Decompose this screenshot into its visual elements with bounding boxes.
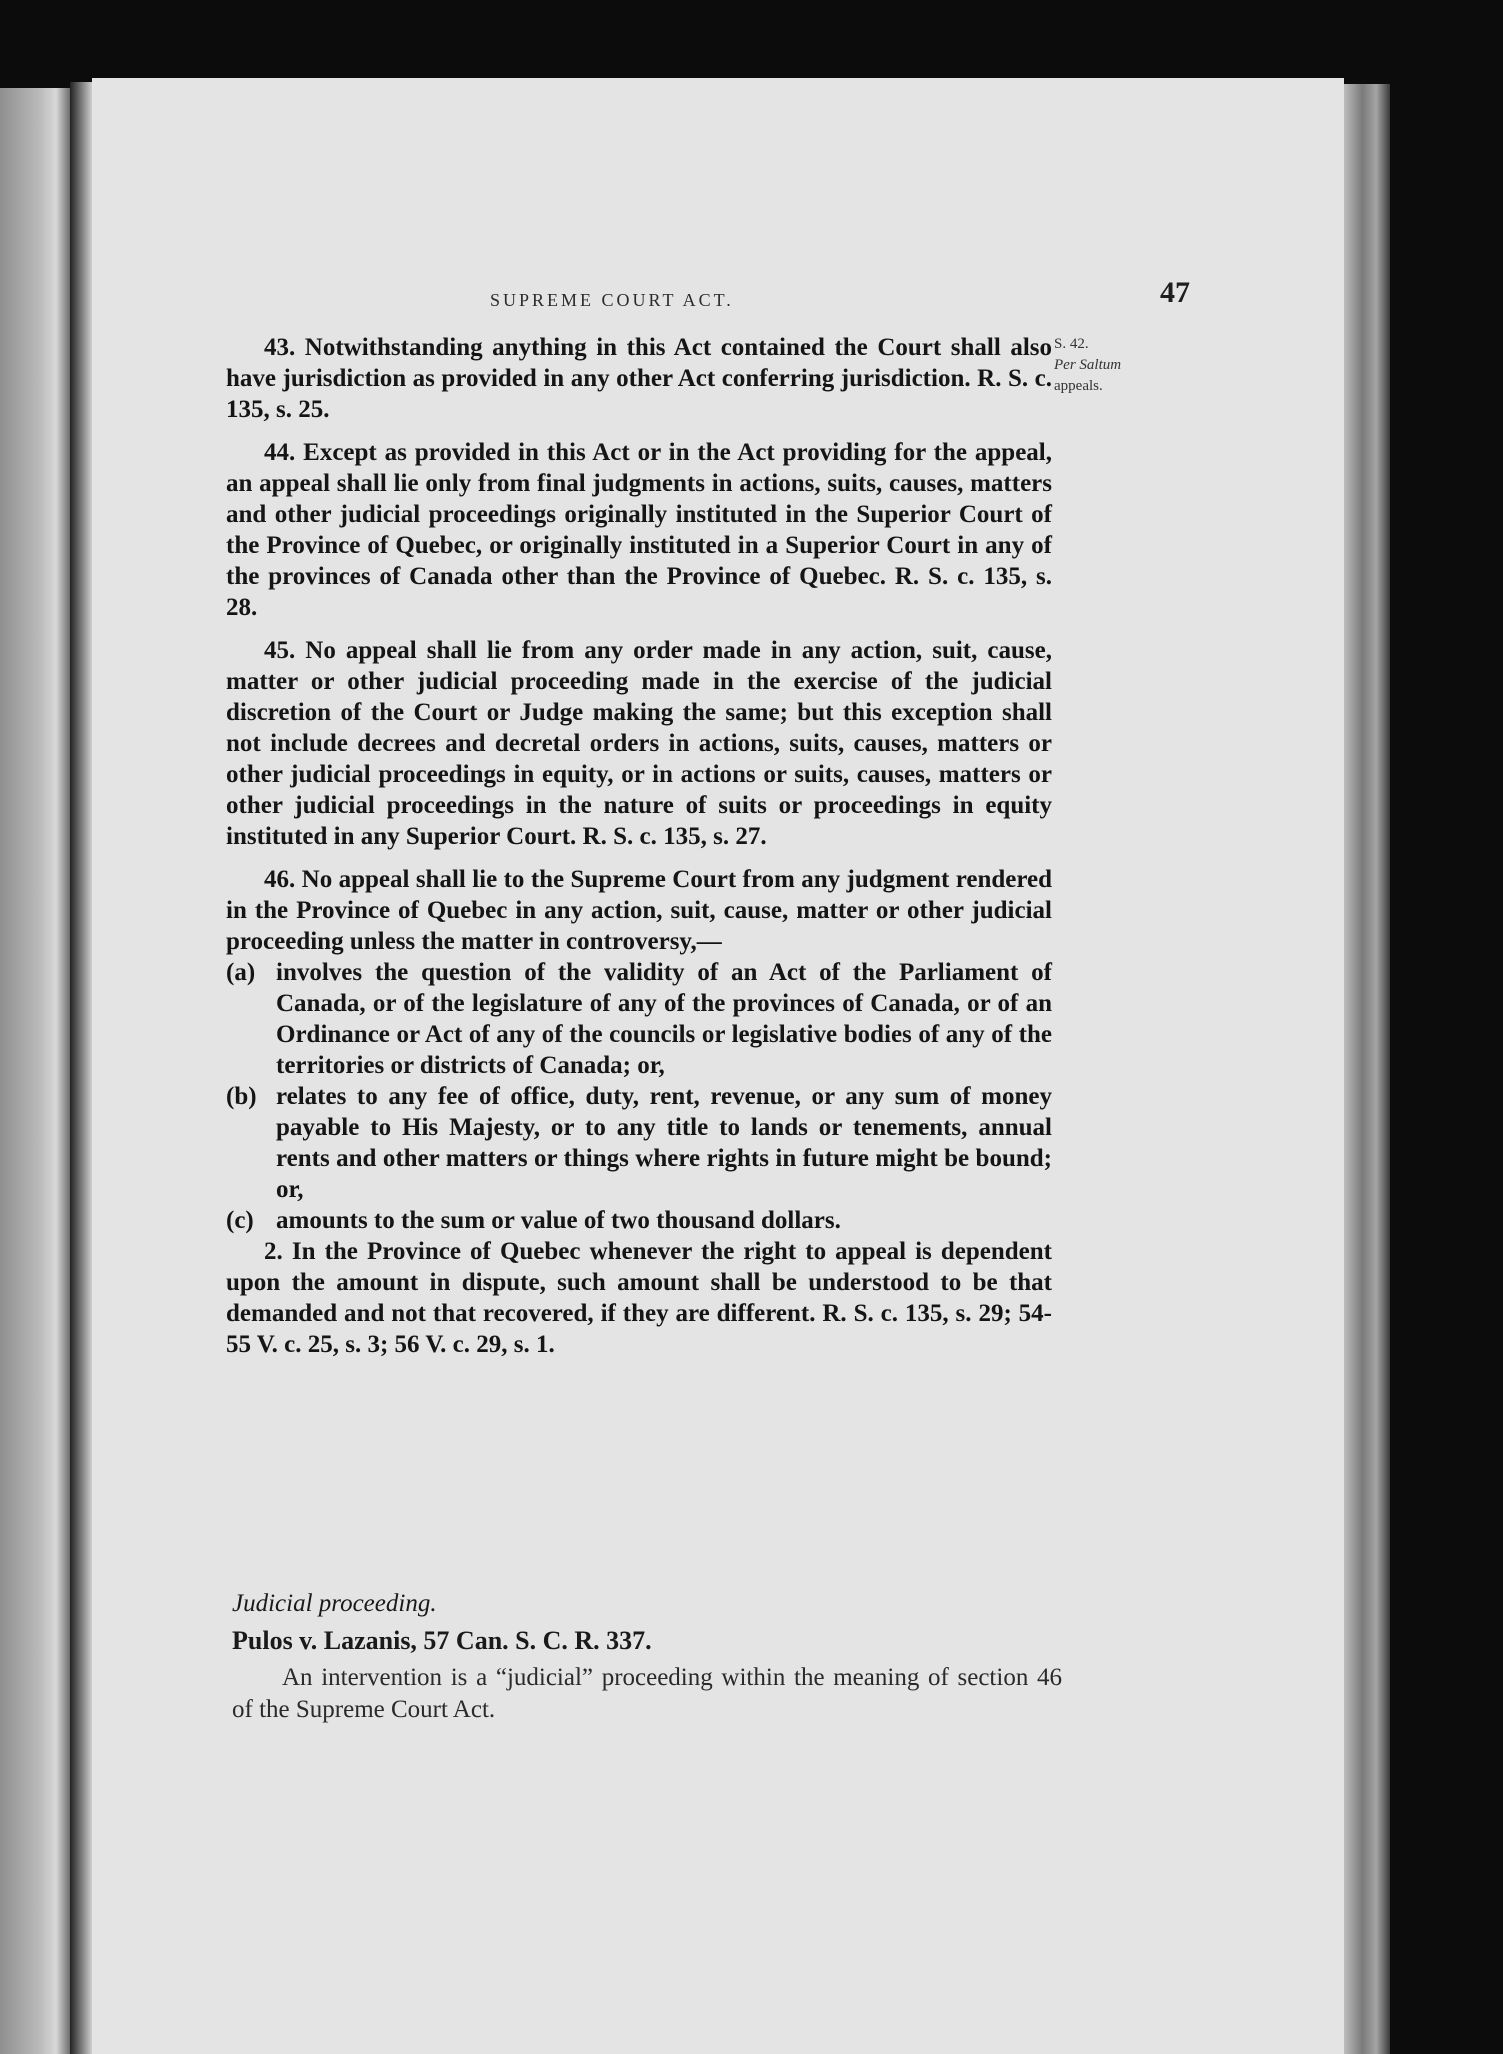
section-45: 45. No appeal shall lie from any order made in any action, suit, cause, matter or other judicial proceeding made in the exercise of the judicial discretion of the Court or Judge making the same; but this exception shall not include decrees and decretal orders in actions, suits, causes, matters or other judicial proceedings in equity, or in actions or suits, causes, matters or other judicial proceedings in the nature of suits or proceedings in equity instituted in any Superior Court. R. S. c. 135, s. 27. [226,637,1052,850]
margin-note-line: Per Saltum [1054,357,1122,373]
margin-note-line: S. 42. [1054,336,1089,352]
section-46-item-b [226,1081,1052,1205]
section-46-item-c [226,1205,1052,1236]
section-43: 43. Notwithstanding anything in this Act contained the Court shall also have jurisdiction as provided in any other Act conferring jurisdiction. R. S. c. 135, s. 25. [226,334,1052,423]
section-46-subsection-2: 2. In the Province of Quebec whenever the right to appeal is dependent upon the amount in dispute, such amount shall be understood to be that demanded and not that recovered, if they are different. R. S. c. 135, s. 29; 54-55 V. c. 25, s. 3; 56 V. c. 29, s. 1. [226,1238,1052,1358]
running-title: SUPREME COURT ACT. [490,290,734,310]
right-page-edge [1344,84,1390,2054]
item-label: (b) [226,1083,257,1110]
item-text: involves the question of the validity of an Act of the Parliament of Canada, or of the legislature of any of the provinces of Canada, or of an Ordinance or Act of any of the councils or legislative bodies of any of the territories or districts of Canada; or, [276,959,1052,1079]
item-label: (c) [226,1207,254,1234]
left-page-edge [0,88,70,2054]
item-label: (a) [226,959,256,986]
page-number: 47 [1160,276,1190,309]
margin-note [1054,334,1184,397]
item-text: relates to any fee of office, duty, rent, revenue, or any sum of money payable to His Majesty, or to any title to lands or tenements, annual rents and other matters or things where rights in future might be bound; or, [276,1083,1052,1203]
statute-text [226,332,1052,1372]
section-44: 44. Except as provided in this Act or in the Act providing for the appeal, an appeal shall lie only from final judgments in actions, suits, causes, matters and other judicial proceedings originally instituted in the Superior Court of the Province of Quebec, or originally instituted in a Superior Court in any of the provinces of Canada other than the Province of Quebec. R. S. c. 135, s. 28. [226,439,1052,621]
annotation-heading: Judicial proceeding. [232,1590,437,1617]
case-annotation [232,1590,1062,1726]
section-46-intro: 46. No appeal shall lie to the Supreme Court from any judgment rendered in the Province of Quebec in any action, suit, cause, matter or other judicial proceeding unless the matter in controversy,— [226,866,1052,955]
case-citation: Pulos v. Lazanis, 57 Can. S. C. R. 337. [232,1626,652,1655]
item-text: amounts to the sum or value of two thousand dollars. [276,1207,841,1234]
book-gutter [70,82,92,2054]
section-46-item-a [226,957,1052,1081]
case-summary: An intervention is a “judicial” proceeding within the meaning of section 46 of the Supreme Court Act. [232,1664,1062,1723]
margin-note-line: appeals. [1054,378,1103,394]
